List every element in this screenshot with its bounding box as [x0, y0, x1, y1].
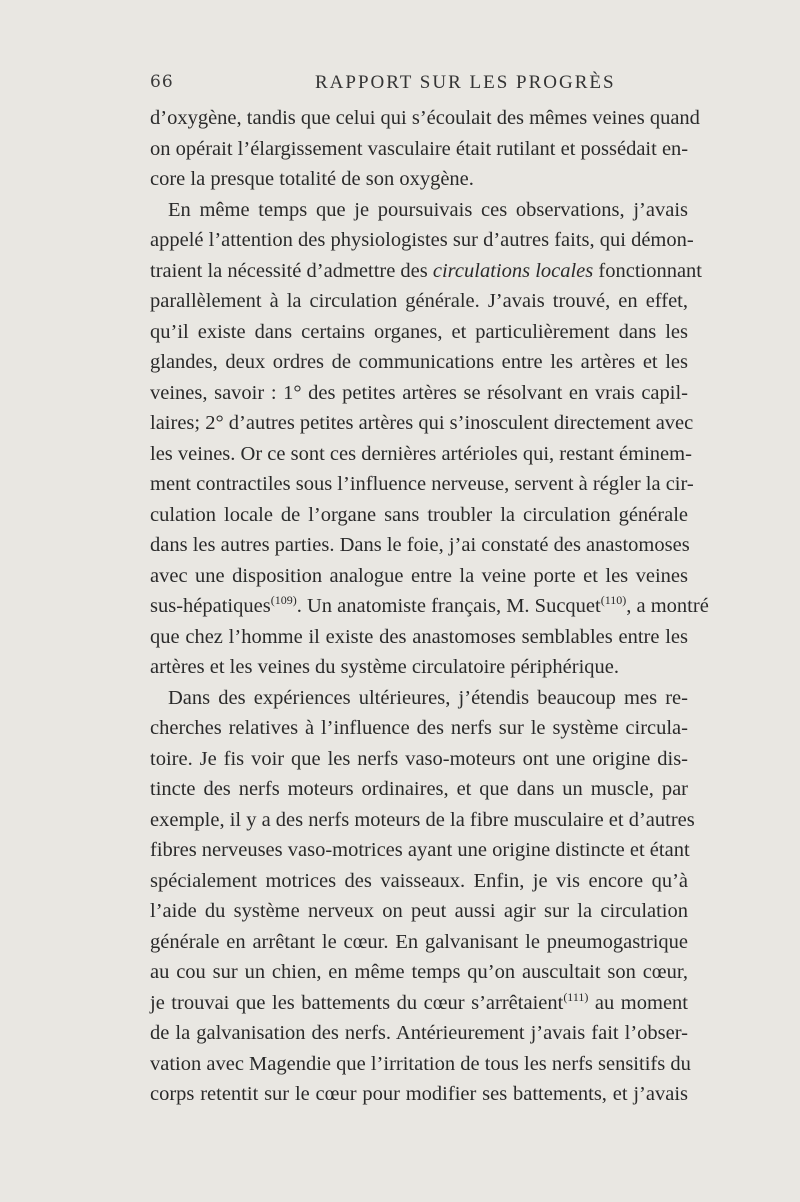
line-text: ment contractiles sous l’influence nerveuse, servent à régler la cir-: [150, 473, 694, 495]
line-text: appelé l’attention des physiologistes sur d’autres faits, qui démon-: [150, 229, 694, 251]
text-line: [150, 225, 694, 256]
italic-term: circulations locales: [432, 259, 594, 282]
line-text: dans les autres parties. Dans le foie, j’ai constaté des anastomoses: [150, 534, 690, 556]
page-header: [150, 72, 670, 98]
text-line: [150, 744, 688, 775]
text-line: [150, 134, 688, 165]
text-line: [150, 896, 688, 927]
line-text: culation locale de l’organe sans troubler la circulation générale: [150, 503, 688, 526]
text-line: [150, 256, 703, 287]
footnote-ref: (110): [600, 593, 627, 608]
text-line: [150, 561, 688, 592]
text-line: [150, 988, 688, 1019]
line-text: exemple, il y a des nerfs moteurs de la fibre musculaire et d’autres: [150, 808, 695, 831]
footnote-ref: (111): [563, 989, 589, 1004]
running-title: RAPPORT SUR LES PROGRÈS: [315, 72, 616, 93]
line-text: fibres nerveuses vaso-motrices ayant une origine distincte et étant: [150, 839, 690, 861]
line-text: spécialement motrices des vaisseaux. Enfin, je vis encore qu’à: [150, 869, 688, 892]
line-text: je trouvai que les battements du cœur s’arrêtaient: [150, 991, 564, 1014]
text-line: [150, 500, 688, 531]
line-text: veines, savoir : 1° des petites artères se résolvant en vrais capil-: [150, 381, 688, 404]
line-text: de la galvanisation des nerfs. Antérieurement j’avais fait l’obser-: [150, 1022, 688, 1044]
line-text: vation avec Magendie que l’irritation de tous les nerfs sensitifs du: [150, 1052, 691, 1075]
text-line: [150, 866, 688, 897]
line-text: corps retentit sur le cœur pour modifier ses battements, et j’avais: [150, 1083, 688, 1105]
line-text: core la presque totalité de son oxygène.: [150, 168, 474, 190]
line-text: tincte des nerfs moteurs ordinaires, et que dans un muscle, par: [150, 778, 688, 800]
text-line: [150, 805, 695, 836]
text-line: [150, 683, 688, 714]
text-line: [150, 530, 688, 561]
text-line: [150, 1018, 688, 1049]
text-line: [150, 1049, 691, 1080]
line-text: les veines. Or ce sont ces dernières artérioles qui, restant éminem-: [150, 442, 692, 465]
text-line: [150, 317, 688, 348]
text-line: [150, 1079, 688, 1110]
line-text: d’oxygène, tandis que celui qui s’écoulait des mêmes veines quand: [150, 107, 700, 129]
line-text: générale en arrêtant le cœur. En galvanisant le pneumogastrique: [150, 930, 688, 953]
text-line: [150, 378, 688, 409]
line-text: Dans des expériences ultérieures, j’étendis beaucoup mes re-: [168, 686, 688, 709]
line-text: au cou sur un chien, en même temps qu’on auscultait son cœur,: [150, 961, 688, 983]
text-line: [150, 286, 688, 317]
text-line: [150, 347, 688, 378]
text-line: [150, 713, 688, 744]
text-line: [150, 622, 688, 653]
text-line: [150, 164, 688, 195]
line-text: laires; 2° d’autres petites artères qui s’inosculent directement avec: [150, 412, 694, 434]
line-text: glandes, deux ordres de communications entre les artères et les: [150, 351, 688, 373]
text-line: [150, 927, 688, 958]
text-line: [150, 195, 688, 226]
text-line: [150, 439, 692, 470]
line-text: En même temps que je poursuivais ces observations, j’avais: [168, 198, 688, 221]
text-line: [150, 652, 688, 683]
line-text: fonctionnant: [593, 259, 703, 282]
line-text: traient la nécessité d’admettre des: [150, 259, 433, 282]
line-text: cherches relatives à l’influence des nerfs sur le système circula-: [150, 717, 688, 739]
text-line: [150, 774, 688, 805]
line-text: on opérait l’élargissement vasculaire était rutilant et possédait en-: [150, 137, 689, 160]
line-text: , a montré: [626, 595, 709, 617]
text-line: [150, 835, 688, 866]
text-line: [150, 469, 694, 500]
line-text: artères et les veines du système circulatoire périphérique.: [150, 656, 620, 678]
text-line: [150, 591, 709, 622]
line-text: que chez l’homme il existe des anastomoses semblables entre les: [150, 625, 688, 648]
line-text: qu’il existe dans certains organes, et particulièrement dans les: [150, 320, 688, 343]
line-text: toire. Je fis voir que les nerfs vaso-moteurs ont une origine dis-: [150, 747, 688, 770]
page-number: 66: [150, 72, 174, 92]
line-text: sus-hépatiques: [150, 595, 271, 617]
footnote-ref: (109): [270, 593, 297, 608]
text-line: [150, 103, 700, 134]
body-text: [150, 103, 709, 1110]
text-line: [150, 408, 694, 439]
line-text: avec une disposition analogue entre la veine porte et les veines: [150, 564, 688, 587]
line-text: l’aide du système nerveux on peut aussi agir sur la circulation: [150, 900, 688, 922]
line-text: parallèlement à la circulation générale. J’avais trouvé, en effet,: [150, 290, 688, 312]
line-text: au moment: [588, 991, 688, 1014]
line-text: . Un anatomiste français, M. Sucquet: [296, 595, 601, 617]
text-line: [150, 957, 688, 988]
